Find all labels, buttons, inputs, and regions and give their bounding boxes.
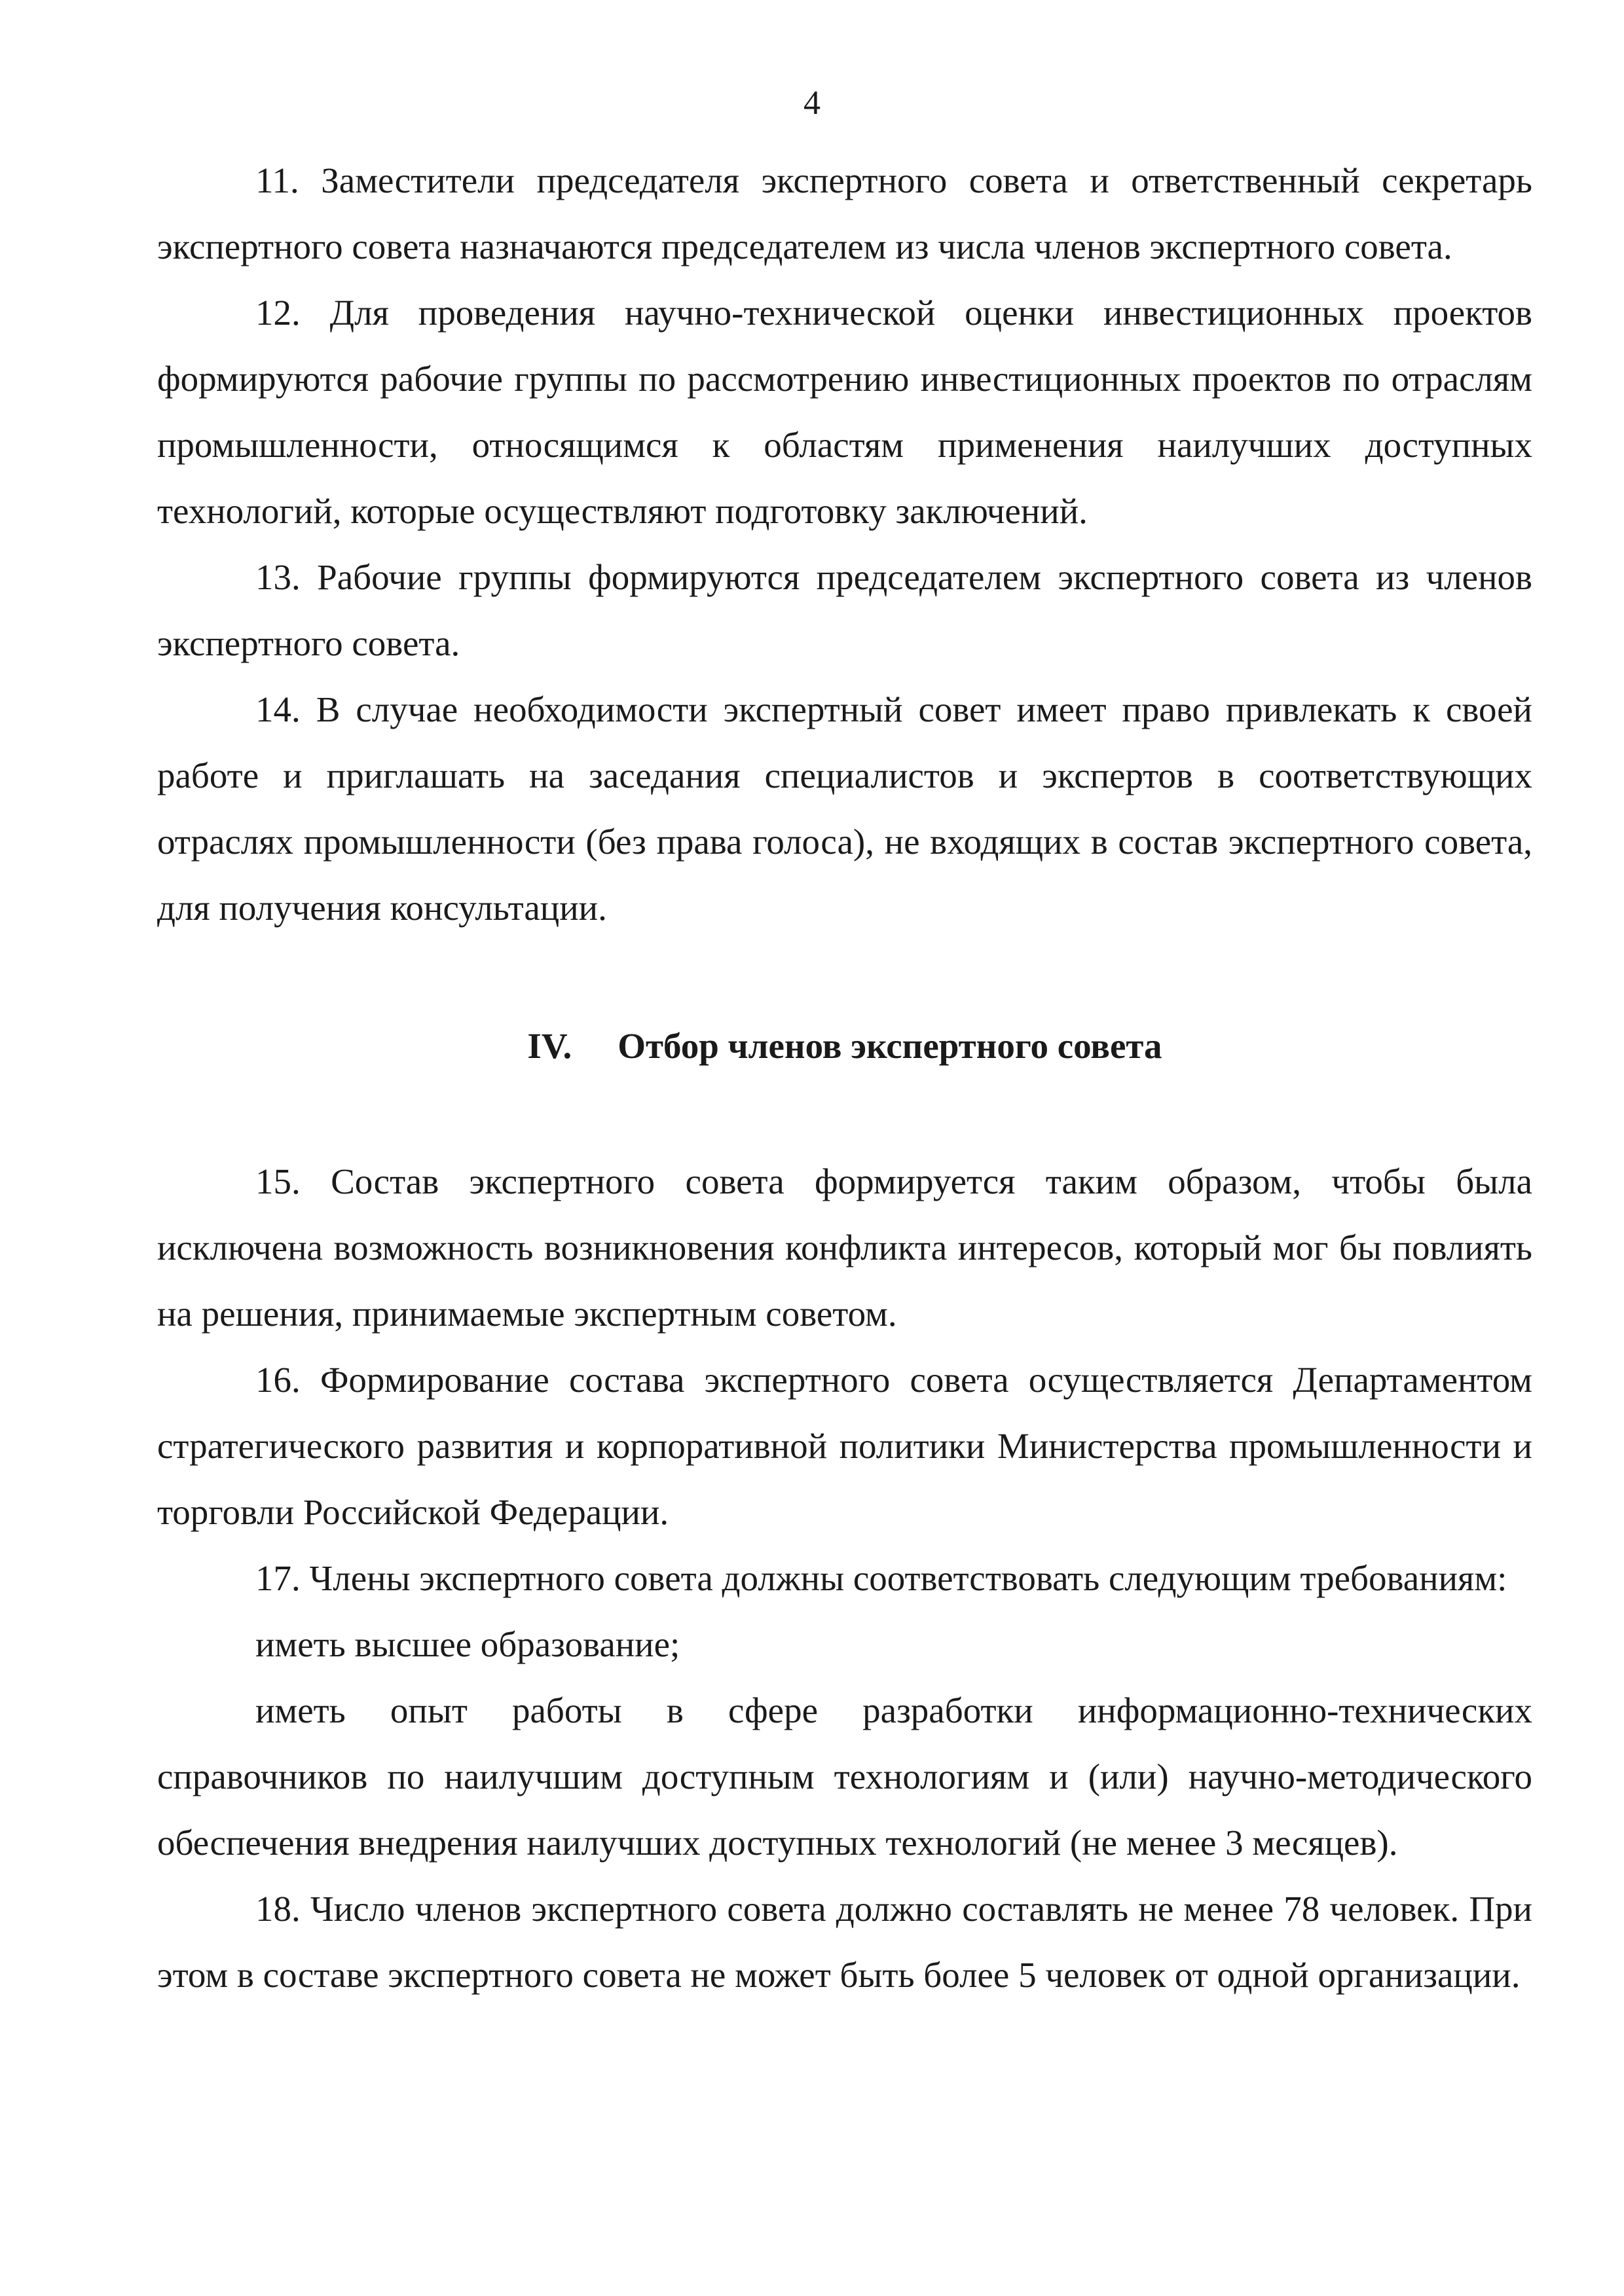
paragraph-18: 18. Число членов экспертного совета должно составлять не менее 78 человек. При этом в составе экспертного совета не может быть более 5 человек от одной организации. [157, 1889, 1532, 1995]
section-title: Отбор членов экспертного совета [618, 1026, 1162, 1066]
section-number: IV. [527, 1026, 572, 1066]
section-heading [157, 1013, 1532, 1079]
requirement-experience: иметь опыт работы в сфере разработки информационно-технических справочников по наилучшим доступным технологиям и (или) научно-методического обеспечения внедрения наилучших доступных технологий (не менее 3 месяцев). [157, 1690, 1532, 1863]
paragraph-14: 14. В случае необходимости экспертный совет имеет право привлекать к своей работе и приглашать на заседания специалистов и экспертов в соответствующих отраслях промышленности (без права голоса), не входящих в состав экспертного совета, для получения консультации. [157, 689, 1532, 928]
paragraph-13: 13. Рабочие группы формируются председателем экспертного совета из членов экспертного совета. [157, 557, 1532, 663]
paragraph-12: 12. Для проведения научно-технической оценки инвестиционных проектов формируются рабочие группы по рассмотрению инвестиционных проектов по отраслям промышленности, относящимся к областям применения наилучших доступных технологий, которые осуществляют подготовку заключений. [157, 293, 1532, 531]
requirement-education: иметь высшее образование; [255, 1624, 680, 1664]
page-number: 4 [803, 84, 821, 122]
paragraph-15: 15. Состав экспертного совета формируется таким образом, чтобы была исключена возможность возникновения конфликта интересов, который мог бы повлиять на решения, принимаемые экспертным советом. [157, 1161, 1532, 1334]
paragraph-11: 11. Заместители председателя экспертного совета и ответственный секретарь экспертного совета назначаются председателем из числа членов экспертного совета. [157, 160, 1532, 266]
paragraph-16: 16. Формирование состава экспертного совета осуществляется Департаментом стратегического развития и корпоративной политики Министерства промышленности и торговли Российской Федерации. [157, 1360, 1532, 1532]
document-body [157, 147, 1532, 2008]
paragraph-17: 17. Члены экспертного совета должны соответствовать следующим требованиям: [255, 1558, 1507, 1598]
